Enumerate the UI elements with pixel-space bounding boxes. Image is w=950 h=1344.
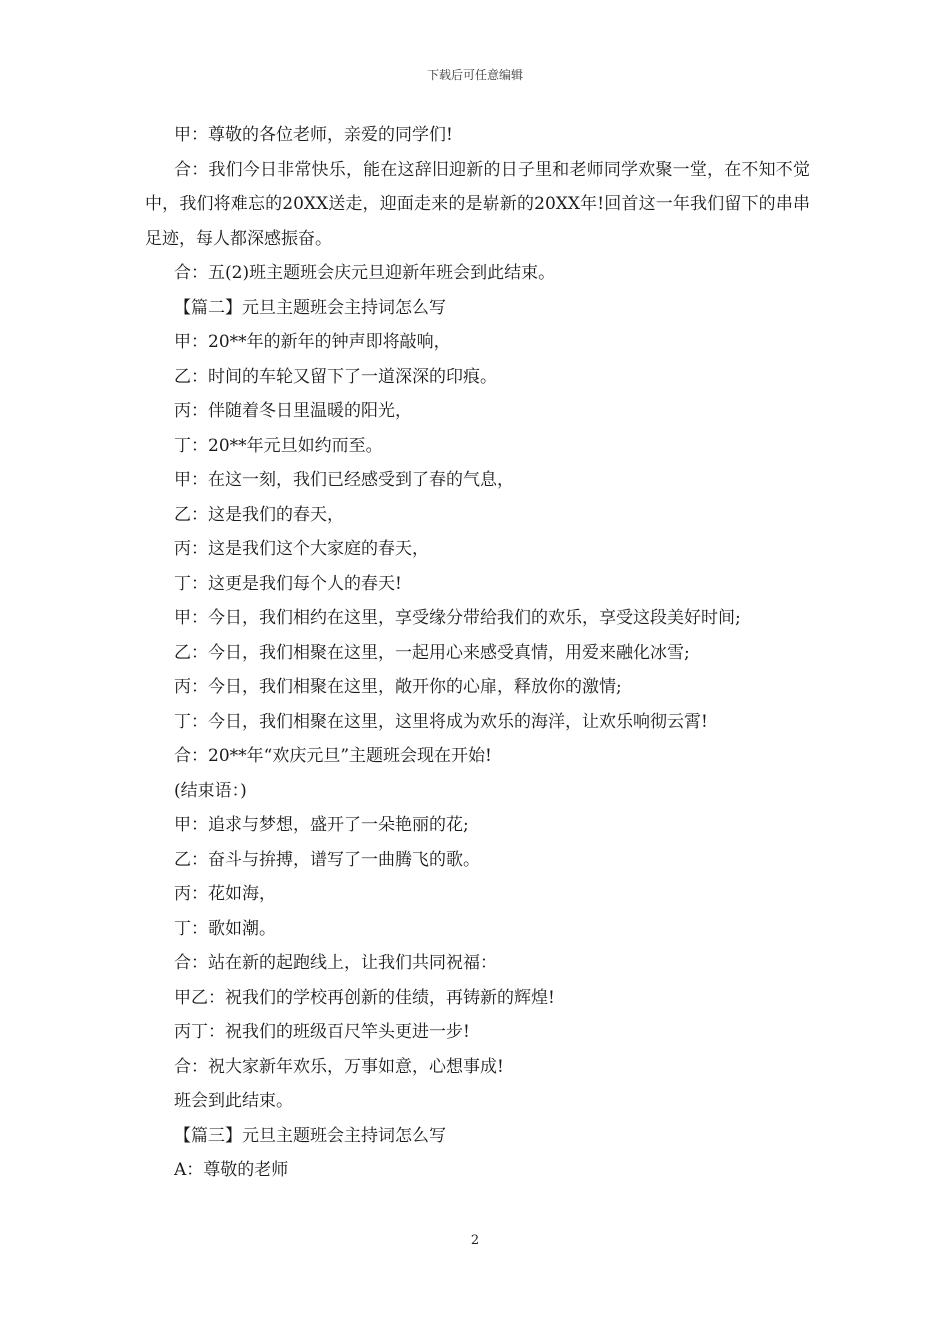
- paragraph: 合：我们今日非常快乐，能在这辞旧迎新的日子里和老师同学欢聚一堂，在不知不觉中，我们将难忘的20XX送走，迎面走来的是崭新的20XX年!回首这一年我们留下的串串足迹，每人都深感振奋。: [145, 159, 810, 249]
- paragraph: 合：20**年“欢庆元旦”主题班会现在开始!: [174, 746, 492, 766]
- paragraph: 合：五(2)班主题班会庆元旦迎新年班会到此结束。: [174, 263, 556, 283]
- page-number: 2: [470, 1233, 480, 1248]
- paragraph: 班会到此结束。: [174, 1091, 293, 1111]
- paragraph: 丙：花如海，: [174, 884, 276, 904]
- paragraph: 丁：20**年元旦如约而至。: [174, 435, 383, 456]
- paragraph: 甲：追求与梦想，盛开了一朵艳丽的花;: [174, 815, 469, 835]
- paragraph: 合：站在新的起跑线上，让我们共同祝福：: [174, 953, 497, 973]
- document-body: [145, 118, 810, 1188]
- paragraph: 丙：这是我们这个大家庭的春天，: [174, 539, 429, 559]
- paragraph: 甲：尊敬的各位老师，亲爱的同学们!: [174, 125, 453, 145]
- paragraph: A：尊敬的老师: [174, 1160, 289, 1180]
- paragraph: 丁：歌如潮。: [174, 918, 276, 939]
- paragraph: 乙：这是我们的春天，: [174, 504, 344, 525]
- paragraph: 乙：奋斗与拚搏，谱写了一曲腾飞的歌。: [174, 849, 480, 870]
- paragraph: 丙：今日，我们相聚在这里，敞开你的心扉，释放你的激情;: [174, 677, 622, 697]
- paragraph: 丙丁：祝我们的班级百尺竿头更进一步!: [174, 1022, 470, 1042]
- paragraph: 丁：今日，我们相聚在这里，这里将成为欢乐的海洋，让欢乐响彻云霄!: [174, 711, 708, 732]
- paragraph: (结束语：): [174, 780, 247, 801]
- section-heading: 【篇二】元旦主题班会主持词怎么写: [174, 297, 446, 318]
- section-heading: 【篇三】元旦主题班会主持词怎么写: [174, 1125, 446, 1146]
- paragraph: 甲：在这一刻，我们已经感受到了春的气息，: [174, 470, 514, 490]
- paragraph: 合：祝大家新年欢乐，万事如意，心想事成!: [174, 1056, 504, 1077]
- paragraph: 甲：今日，我们相约在这里，享受缘分带给我们的欢乐，享受这段美好时间;: [174, 608, 741, 628]
- paragraph: 丁：这更是我们每个人的春天!: [174, 573, 402, 594]
- paragraph: 丙：伴随着冬日里温暖的阳光，: [174, 401, 412, 421]
- page-header: 下载后可任意编辑: [426, 68, 523, 82]
- paragraph: 甲乙：祝我们的学校再创新的佳绩，再铸新的辉煌!: [174, 987, 555, 1008]
- paragraph: 乙：今日，我们相聚在这里，一起用心来感受真情，用爱来融化冰雪;: [174, 642, 690, 663]
- paragraph: 甲：20**年的新年的钟声即将敲响，: [174, 332, 451, 352]
- paragraph: 乙：时间的车轮又留下了一道深深的印痕。: [174, 366, 497, 387]
